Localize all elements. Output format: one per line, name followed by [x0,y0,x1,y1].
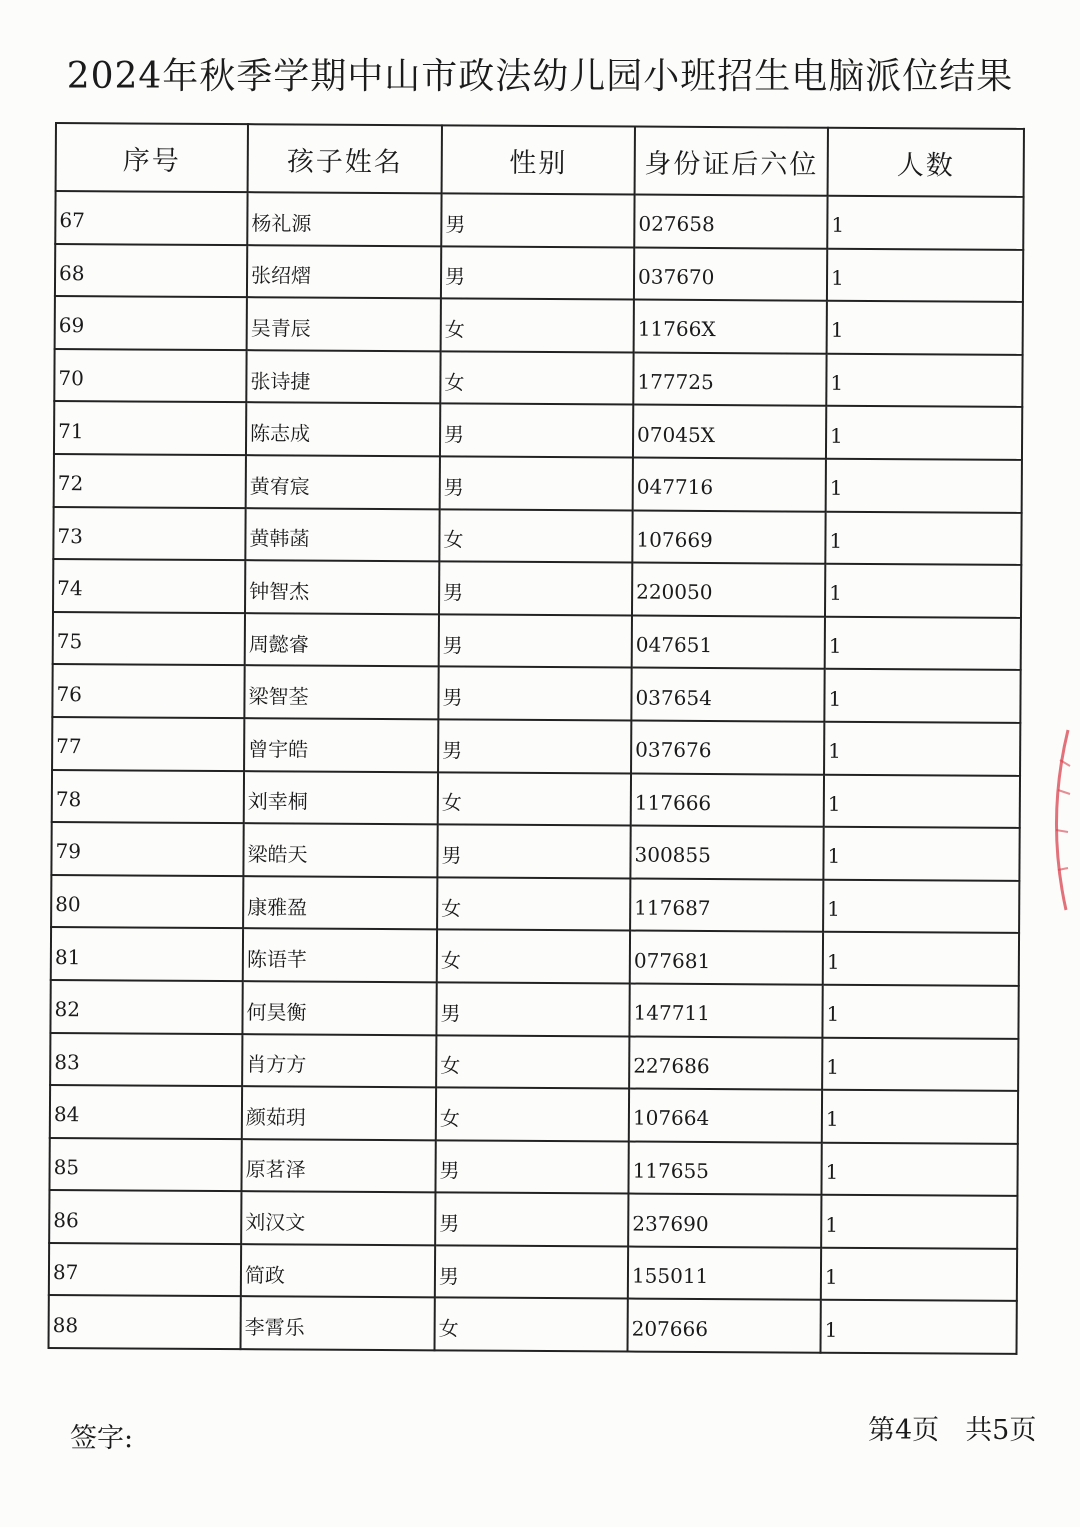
cell-seq: 76 [52,664,244,718]
header-gender: 性别 [442,125,635,194]
table-body [49,191,1024,1354]
cell-gender: 男 [435,1140,628,1194]
cell-count: 1 [824,722,1020,776]
cell-count: 1 [826,459,1022,513]
table-row [50,1032,1018,1091]
cell-seq: 73 [53,507,245,561]
cell-name: 原茗泽 [241,1139,435,1193]
table-row [54,401,1022,460]
cell-seq: 82 [50,980,242,1034]
cell-id-last-six: 177725 [633,352,826,406]
cell-count: 1 [820,1300,1016,1354]
cell-seq: 80 [51,875,243,929]
cell-gender: 女 [436,1035,629,1089]
cell-count: 1 [827,301,1023,355]
page-total: 共5页 [965,1415,1037,1446]
table-row [49,1295,1017,1354]
cell-name: 何昊衡 [242,981,436,1035]
table-row [52,664,1020,723]
cell-seq: 79 [51,822,243,876]
header-seq: 序号 [56,123,248,192]
cell-id-last-six: 037670 [634,247,827,301]
cell-gender: 女 [437,930,630,984]
cell-count: 1 [822,1090,1018,1144]
cell-id-last-six: 037654 [631,668,824,722]
cell-gender: 男 [441,193,634,247]
table-row [51,875,1019,934]
table-row [49,1243,1017,1302]
cell-seq: 68 [55,244,247,298]
cell-gender: 男 [438,719,631,773]
cell-name: 张绍熠 [247,245,441,299]
cell-count: 1 [825,564,1021,618]
cell-name: 钟智杰 [245,560,439,614]
table-row [52,717,1020,776]
cell-count: 1 [821,1142,1017,1196]
cell-id-last-six: 155011 [628,1246,821,1300]
cell-gender: 女 [439,509,632,563]
cell-name: 黄韩菡 [245,508,439,562]
cell-id-last-six: 077681 [630,931,823,985]
cell-name: 颜茹玥 [242,1086,436,1140]
table-row [54,349,1022,408]
cell-id-last-six: 237690 [628,1194,821,1248]
cell-id-last-six: 07045X [633,405,826,459]
cell-id-last-six: 047651 [632,615,825,669]
cell-count: 1 [821,1195,1017,1249]
cell-count: 1 [823,879,1019,933]
cell-count: 1 [827,196,1023,250]
cell-id-last-six: 220050 [632,563,825,617]
cell-name: 陈语芊 [243,928,437,982]
cell-seq: 81 [51,927,243,981]
cell-count: 1 [826,353,1022,407]
table-row [53,559,1021,618]
cell-name: 李霄乐 [241,1297,435,1351]
table-row [51,927,1019,986]
cell-count: 1 [824,774,1020,828]
cell-seq: 87 [49,1243,241,1297]
cell-count: 1 [823,932,1019,986]
cell-name: 杨礼源 [247,192,441,246]
cell-seq: 67 [55,191,247,245]
cell-id-last-six: 147711 [629,983,822,1037]
cell-name: 曾宇皓 [244,718,438,772]
cell-seq: 84 [50,1085,242,1139]
cell-count: 1 [822,985,1018,1039]
cell-count: 1 [823,827,1019,881]
cell-name: 刘汉文 [241,1191,435,1245]
cell-id-last-six: 117687 [630,878,823,932]
cell-gender: 男 [439,562,632,616]
seal-stamp-edge [1040,720,1080,920]
table-row [55,244,1023,303]
cell-name: 简政 [241,1244,435,1298]
cell-gender: 男 [441,246,634,300]
cell-gender: 男 [439,614,632,668]
cell-gender: 女 [440,351,633,405]
table-row [50,1085,1018,1144]
header-count: 人数 [828,128,1024,197]
cell-seq: 78 [52,770,244,824]
cell-name: 吴青辰 [247,297,441,351]
cell-id-last-six: 11766X [634,300,827,354]
cell-id-last-six: 047716 [633,458,826,512]
cell-seq: 74 [53,559,245,613]
cell-seq: 69 [55,296,247,350]
table-row [55,296,1023,355]
header-name: 孩子姓名 [248,124,442,193]
results-table [48,122,1025,1355]
cell-seq: 88 [49,1295,241,1349]
cell-gender: 女 [441,299,634,353]
cell-seq: 77 [52,717,244,771]
cell-seq: 86 [49,1190,241,1244]
cell-name: 肖方方 [242,1034,436,1088]
cell-gender: 男 [435,1245,628,1299]
cell-gender: 男 [440,404,633,458]
table-row [53,507,1021,566]
cell-count: 1 [824,669,1020,723]
cell-id-last-six: 027658 [634,195,827,249]
cell-seq: 75 [53,612,245,666]
cell-name: 梁皓天 [243,823,437,877]
cell-count: 1 [821,1248,1017,1302]
cell-name: 刘幸桐 [244,771,438,825]
table-row [53,612,1021,671]
cell-id-last-six: 117655 [628,1141,821,1195]
cell-id-last-six: 227686 [629,1036,822,1090]
cell-id-last-six: 107664 [629,1089,822,1143]
cell-seq: 72 [54,454,246,508]
cell-name: 康雅盈 [243,876,437,930]
cell-name: 陈志成 [246,403,440,457]
cell-id-last-six: 117666 [631,773,824,827]
table-header-row [56,123,1024,197]
cell-seq: 70 [54,349,246,403]
cell-name: 张诗捷 [246,350,440,404]
cell-name: 梁智荃 [244,666,438,720]
cell-count: 1 [825,511,1021,565]
cell-id-last-six: 037676 [631,720,824,774]
results-table-wrapper [48,122,1023,1355]
cell-gender: 男 [440,456,633,510]
cell-gender: 男 [436,982,629,1036]
document-title: 2024年秋季学期中山市政法幼儿园小班招生电脑派位结果 [66,56,1014,97]
page-indicator [868,1408,1036,1447]
cell-id-last-six: 207666 [627,1299,820,1353]
table-row [55,191,1023,250]
cell-gender: 男 [438,667,631,721]
table-row [52,770,1020,829]
cell-gender: 女 [435,1298,628,1352]
page-current: 第4页 [868,1415,940,1446]
cell-seq: 83 [50,1032,242,1086]
table-row [50,980,1018,1039]
cell-count: 1 [827,248,1023,302]
table-row [54,454,1022,513]
cell-gender: 男 [437,824,630,878]
table-row [49,1190,1017,1249]
cell-gender: 女 [438,772,631,826]
signature-label: 签字: [70,1423,134,1454]
cell-gender: 女 [437,877,630,931]
cell-gender: 男 [435,1193,628,1247]
table-row [49,1138,1017,1197]
table-row [51,822,1019,881]
cell-seq: 71 [54,401,246,455]
cell-id-last-six: 107669 [632,510,825,564]
cell-count: 1 [826,406,1022,460]
cell-count: 1 [825,616,1021,670]
cell-seq: 85 [49,1138,241,1192]
cell-name: 周懿睿 [245,613,439,667]
cell-gender: 女 [436,1087,629,1141]
cell-count: 1 [822,1037,1018,1091]
cell-name: 黄宥宸 [246,455,440,509]
header-id-last-six: 身份证后六位 [635,127,828,196]
cell-id-last-six: 300855 [630,826,823,880]
